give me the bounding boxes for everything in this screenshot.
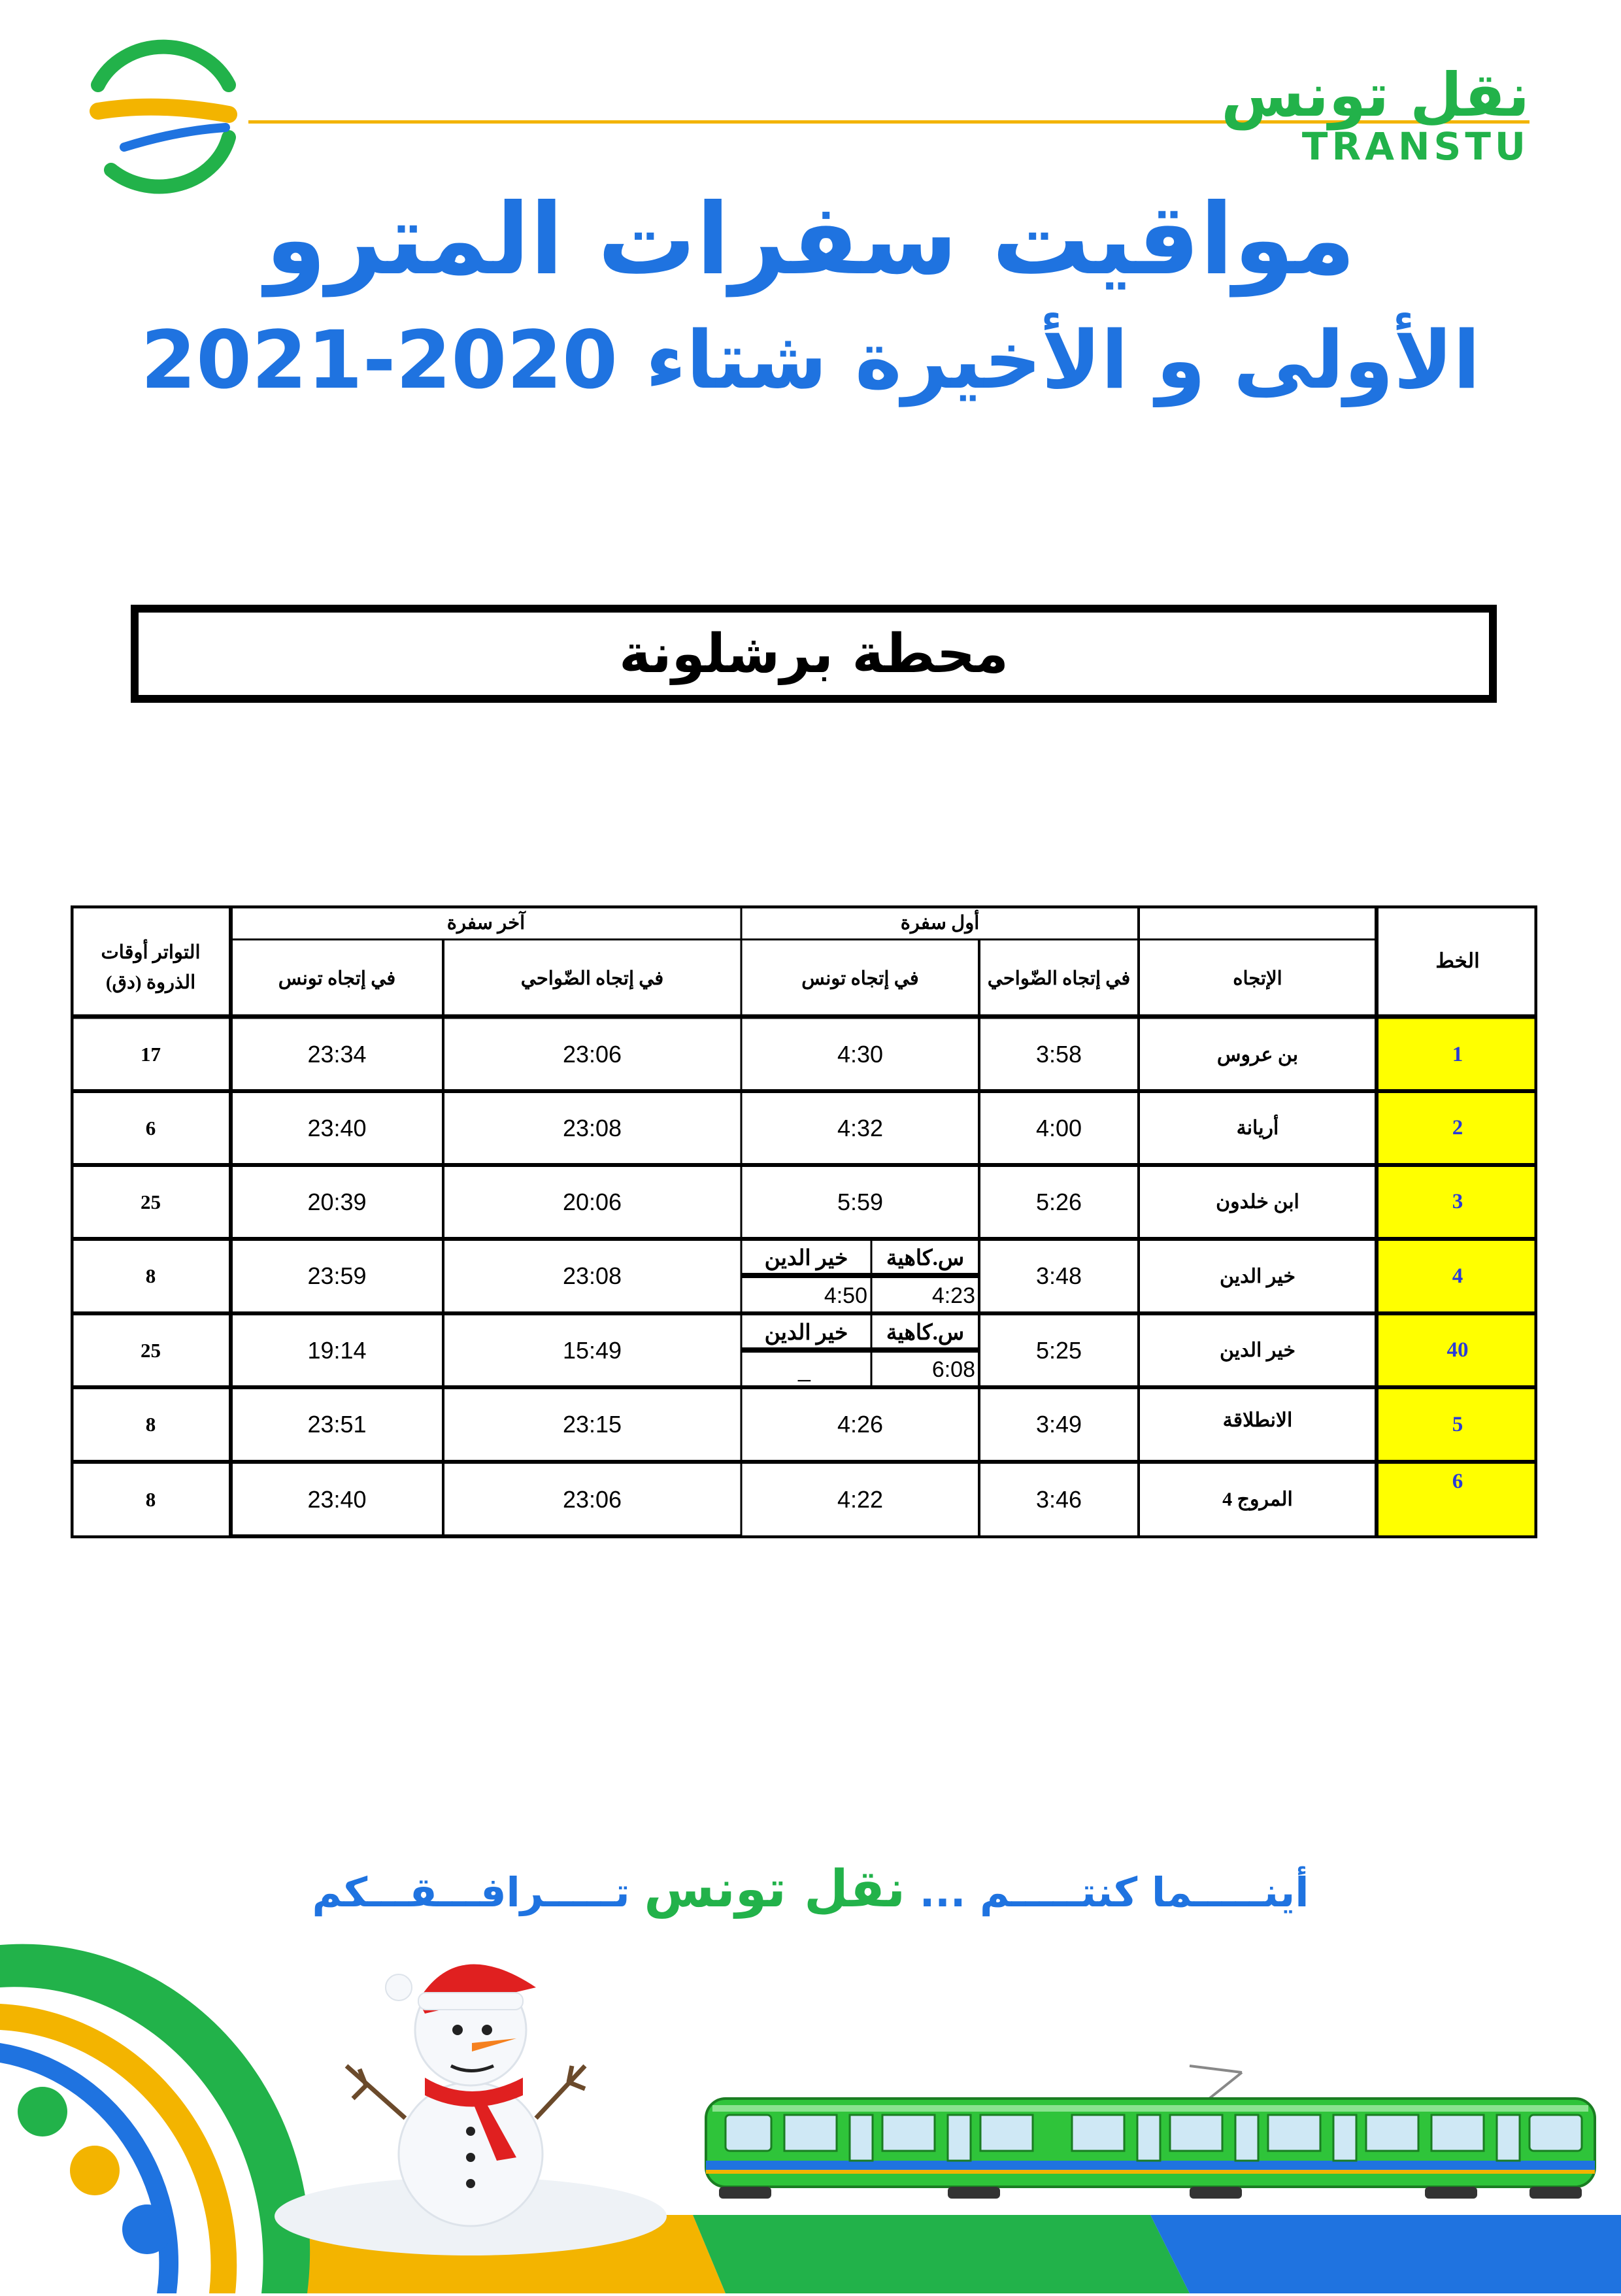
- row-40-first-suburbs: 5:25: [1035, 1336, 1082, 1364]
- blue-dot: [122, 2204, 172, 2254]
- row-5-first-suburbs: 3:49: [1035, 1411, 1082, 1438]
- row-6-last-tunis: 23:40: [307, 1485, 367, 1513]
- row-4-last-tunis: 23:59: [307, 1262, 367, 1289]
- row-2-peak: 6: [145, 1116, 156, 1140]
- row-1-last-suburbs: 23:06: [562, 1041, 622, 1068]
- brand-name-arabic: نقل تونس: [1221, 60, 1529, 130]
- row-1-line: 1: [1452, 1042, 1463, 1066]
- row-2-direction: أريانة: [1236, 1117, 1279, 1139]
- row-5-line: 5: [1452, 1412, 1463, 1436]
- page-title: مواقيت سفرات المترو: [265, 183, 1356, 297]
- row-40-peak: 25: [141, 1338, 161, 1362]
- row-40-subheader-ksar-said: س.كاهية: [886, 1321, 965, 1345]
- row-40-last-suburbs: 15:49: [562, 1336, 622, 1364]
- row-40-line: 40: [1446, 1338, 1469, 1362]
- slogan-brand: نقل تونس: [644, 1860, 906, 1919]
- row-4-first-tunis-ksar-said: 4:23: [931, 1283, 975, 1308]
- row-6-last-suburbs: 23:06: [562, 1485, 622, 1513]
- row-40-subheader-kheireddine: خير الدين: [764, 1321, 848, 1345]
- row-1-first-tunis: 4:30: [837, 1041, 884, 1068]
- station-box: [131, 605, 1497, 703]
- row-3-first-tunis: 5:59: [837, 1188, 884, 1215]
- row-3-peak: 25: [141, 1190, 161, 1213]
- footer-illustration: [0, 1909, 1621, 2293]
- green-dot: [18, 2087, 67, 2136]
- row-40-last-tunis: 19:14: [307, 1336, 367, 1364]
- transtu-emblem-logo: [78, 39, 248, 196]
- green-stripe: [693, 2215, 1190, 2293]
- header-first-trip: أول سفرة: [900, 912, 980, 934]
- row-1-peak: 17: [141, 1043, 161, 1066]
- tram-illustration: [706, 2066, 1595, 2199]
- row-5-last-suburbs: 23:15: [562, 1411, 622, 1438]
- row-6-first-tunis: 4:22: [837, 1485, 884, 1513]
- row-4-first-tunis-kheireddine: 4:50: [824, 1283, 867, 1308]
- row-4-subheader-kheireddine: خير الدين: [764, 1247, 848, 1270]
- header-first-to-suburbs: في إتجاه الضّواحي: [987, 968, 1131, 989]
- row-1-direction: بن عروس: [1216, 1043, 1299, 1066]
- brand-name-latin: TRANSTU: [1301, 124, 1529, 169]
- row-5-last-tunis: 23:51: [307, 1411, 367, 1438]
- row-4-peak: 8: [145, 1264, 156, 1287]
- row-2-last-suburbs: 23:08: [562, 1114, 622, 1141]
- row-6-first-suburbs: 3:46: [1035, 1485, 1082, 1513]
- header-first-to-tunis: في إتجاه تونس: [801, 968, 919, 989]
- row-4-subheader-ksar-said: س.كاهية: [886, 1247, 965, 1270]
- blue-stripe: [1150, 2215, 1621, 2293]
- header-last-to-tunis: في إتجاه تونس: [278, 968, 396, 989]
- header-line: الخط: [1435, 949, 1480, 972]
- row-6-direction: المروج 4: [1222, 1489, 1293, 1510]
- row-4-direction: خير الدين: [1219, 1265, 1296, 1287]
- header-peak-frequency-line2: الذروة (دق): [105, 972, 196, 993]
- header-last-trip: آخر سفرة: [446, 912, 526, 934]
- slogan-part2: تـــــرافـــقـــكم: [312, 1868, 630, 1916]
- row-40-direction: خير الدين: [1219, 1340, 1296, 1361]
- row-3-first-suburbs: 5:26: [1035, 1188, 1082, 1215]
- page-subtitle: الأولى و الأخيرة شتاء 2020-2021: [141, 314, 1480, 407]
- row-6-line: 6: [1452, 1469, 1463, 1493]
- row-2-line: 2: [1452, 1116, 1463, 1140]
- row-3-direction: ابن خلدون: [1216, 1191, 1299, 1213]
- header-peak-frequency: [71, 919, 231, 1017]
- row-3-last-suburbs: 20:06: [562, 1188, 622, 1215]
- row-2-last-tunis: 23:40: [307, 1114, 367, 1141]
- row-2-first-tunis: 4:32: [837, 1114, 884, 1141]
- row-40-first-tunis-ksar-said: 6:08: [931, 1357, 975, 1382]
- row-1-first-suburbs: 3:58: [1035, 1041, 1082, 1068]
- row-3-last-tunis: 20:39: [307, 1188, 367, 1215]
- schedule-table: [71, 905, 1537, 1538]
- header-peak-frequency-line1: التواتر أوقات: [101, 942, 201, 963]
- row-6-peak: 8: [145, 1487, 156, 1511]
- row-4-line: 4: [1452, 1264, 1463, 1288]
- row-5-peak: 8: [145, 1413, 156, 1436]
- row-4-first-suburbs: 3:48: [1035, 1262, 1082, 1289]
- row-4-last-suburbs: 23:08: [562, 1262, 622, 1289]
- row-40-first-tunis-kheireddine: _: [798, 1357, 811, 1382]
- row-5-direction: الانطلاقة: [1222, 1409, 1293, 1431]
- slogan-part1: أينـــــما كنتـــــم ...: [919, 1868, 1309, 1916]
- yellow-dot: [70, 2146, 120, 2195]
- station-name: محطة برشلونة: [619, 622, 1009, 685]
- row-1-last-tunis: 23:34: [307, 1041, 367, 1068]
- row-3-line: 3: [1452, 1190, 1463, 1213]
- row-2-first-suburbs: 4:00: [1035, 1114, 1082, 1141]
- header-last-to-suburbs: في إتجاه الضّواحي: [520, 968, 664, 989]
- header-direction: الإتجاه: [1233, 968, 1282, 989]
- row-5-first-tunis: 4:26: [837, 1411, 884, 1438]
